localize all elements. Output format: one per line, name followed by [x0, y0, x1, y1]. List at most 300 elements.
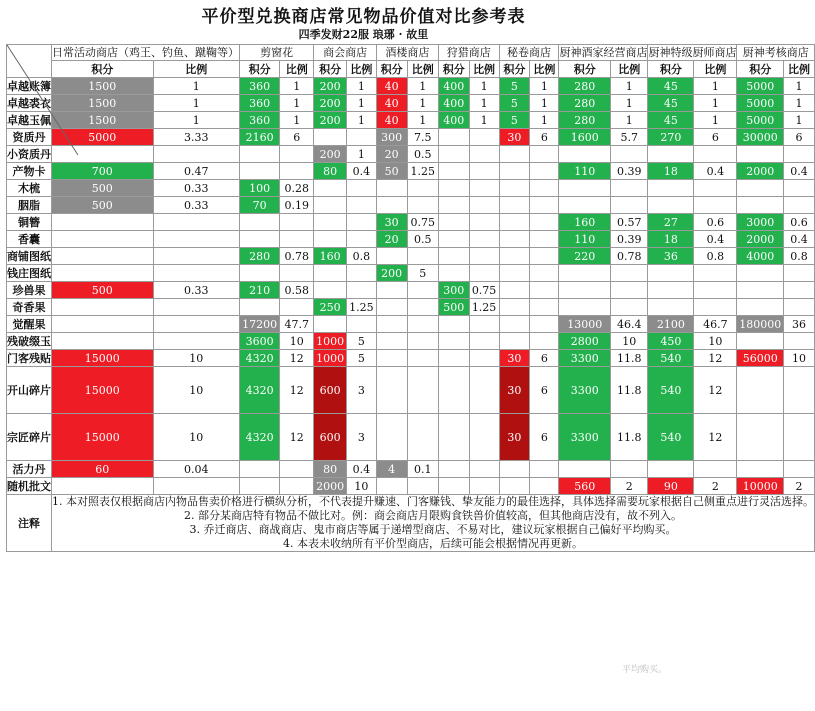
item-name: 木梳	[7, 180, 52, 197]
points-header: 积分	[559, 61, 611, 78]
ratio-cell: 0.57	[611, 214, 648, 231]
column-header-row	[7, 61, 815, 78]
points-cell: 10000	[737, 478, 784, 495]
points-cell	[737, 197, 784, 214]
ratio-cell	[153, 478, 239, 495]
shop-header: 日常活动商店（鸡王、钓鱼、蹴鞠等）	[52, 46, 239, 59]
ratio-cell: 0.6	[694, 214, 737, 231]
corner-cell	[7, 45, 52, 78]
points-cell: 2100	[648, 316, 694, 333]
ratio-cell: 5	[346, 350, 376, 367]
points-cell: 1000	[314, 333, 346, 350]
points-cell	[240, 478, 280, 495]
ratio-cell	[407, 478, 438, 495]
ratio-cell	[469, 163, 499, 180]
points-cell: 270	[648, 129, 694, 146]
ratio-cell	[469, 180, 499, 197]
points-cell	[314, 231, 346, 248]
points-cell: 15000	[52, 367, 154, 414]
points-cell	[559, 299, 611, 316]
ratio-cell	[153, 231, 239, 248]
ratio-cell: 1	[346, 112, 376, 129]
ratio-cell: 1	[407, 78, 438, 95]
points-cell	[737, 180, 784, 197]
table-row	[7, 95, 815, 112]
ratio-cell	[694, 180, 737, 197]
points-header: 积分	[52, 61, 154, 78]
ratio-cell	[407, 197, 438, 214]
item-name: 奇香果	[7, 299, 52, 316]
ratio-cell: 11.8	[611, 350, 648, 367]
ratio-cell: 0.33	[153, 282, 239, 299]
ratio-cell	[153, 248, 239, 265]
ratio-cell	[694, 197, 737, 214]
ratio-cell: 1	[407, 112, 438, 129]
points-cell: 400	[438, 95, 469, 112]
points-cell	[438, 163, 469, 180]
ratio-cell: 46.4	[611, 316, 648, 333]
points-cell: 15000	[52, 414, 154, 461]
points-cell	[648, 282, 694, 299]
points-cell	[438, 414, 469, 461]
points-cell	[648, 461, 694, 478]
points-cell	[376, 367, 407, 414]
ratio-header: 比例	[694, 61, 737, 78]
ratio-cell: 0.33	[153, 180, 239, 197]
ratio-cell	[530, 180, 559, 197]
item-name: 小资质丹	[7, 146, 52, 163]
ratio-cell: 1	[784, 95, 815, 112]
points-header: 积分	[438, 61, 469, 78]
points-cell: 4320	[240, 367, 280, 414]
ratio-cell: 6	[784, 129, 815, 146]
ratio-cell: 12	[280, 414, 314, 461]
table-row	[7, 129, 815, 146]
ratio-cell: 1	[153, 95, 239, 112]
points-cell	[376, 197, 407, 214]
shop-header: 秘卷商店	[499, 45, 559, 61]
item-name: 宗匠碎片	[7, 414, 52, 461]
ratio-cell: 5.7	[611, 129, 648, 146]
points-cell: 160	[559, 214, 611, 231]
ratio-cell	[407, 299, 438, 316]
ratio-cell	[346, 316, 376, 333]
points-cell: 3300	[559, 414, 611, 461]
points-cell	[52, 478, 154, 495]
ratio-cell: 6	[530, 414, 559, 461]
shop-header: 酒楼商店	[376, 45, 438, 61]
points-cell: 2000	[737, 163, 784, 180]
points-cell	[438, 265, 469, 282]
ratio-cell	[280, 146, 314, 163]
ratio-cell: 0.04	[153, 461, 239, 478]
points-cell: 27	[648, 214, 694, 231]
points-cell	[499, 248, 530, 265]
points-cell: 110	[559, 163, 611, 180]
points-cell	[559, 282, 611, 299]
points-cell: 450	[648, 333, 694, 350]
ratio-cell: 1.25	[469, 299, 499, 316]
points-cell	[52, 214, 154, 231]
ratio-cell: 0.58	[280, 282, 314, 299]
points-cell	[438, 367, 469, 414]
points-cell	[737, 265, 784, 282]
ratio-cell	[280, 265, 314, 282]
ratio-cell: 11.8	[611, 414, 648, 461]
points-cell: 5000	[737, 78, 784, 95]
ratio-cell	[530, 146, 559, 163]
points-cell: 540	[648, 350, 694, 367]
points-cell: 5	[499, 95, 530, 112]
points-cell	[499, 316, 530, 333]
points-cell	[438, 231, 469, 248]
points-cell	[737, 367, 784, 414]
points-cell: 540	[648, 414, 694, 461]
item-name: 卓越玉佩	[7, 112, 52, 129]
ratio-cell: 10	[153, 414, 239, 461]
points-cell	[52, 248, 154, 265]
points-cell	[499, 265, 530, 282]
ratio-cell	[784, 197, 815, 214]
ratio-cell: 0.8	[346, 248, 376, 265]
ratio-cell	[784, 146, 815, 163]
points-cell	[52, 333, 154, 350]
page-subtitle: 四季发财22服 琅琊 · 故里	[298, 28, 429, 41]
ratio-cell: 0.4	[784, 231, 815, 248]
notes-label: 注释	[7, 495, 52, 552]
shop-header: 厨神特级厨师商店	[648, 46, 737, 59]
points-cell: 160	[314, 248, 346, 265]
ratio-cell	[469, 367, 499, 414]
points-cell	[376, 180, 407, 197]
shop-header-row	[7, 45, 815, 61]
points-cell: 500	[438, 299, 469, 316]
points-cell: 280	[559, 95, 611, 112]
points-cell: 280	[240, 248, 280, 265]
ratio-cell	[346, 180, 376, 197]
ratio-cell: 0.33	[153, 197, 239, 214]
points-cell: 5000	[737, 112, 784, 129]
points-cell	[499, 333, 530, 350]
notes-row	[7, 495, 815, 552]
ratio-cell: 6	[530, 367, 559, 414]
points-cell: 1600	[559, 129, 611, 146]
ratio-cell	[346, 265, 376, 282]
table-row	[7, 265, 815, 282]
ratio-cell	[611, 461, 648, 478]
points-cell: 2160	[240, 129, 280, 146]
points-cell: 400	[438, 112, 469, 129]
ratio-cell: 0.8	[694, 248, 737, 265]
ratio-cell: 10	[611, 333, 648, 350]
ratio-cell: 1	[694, 112, 737, 129]
ratio-cell	[784, 367, 815, 414]
points-cell: 30000	[737, 129, 784, 146]
shop-header: 厨神酒家经营商店	[559, 46, 648, 59]
points-header: 积分	[376, 61, 407, 78]
points-cell	[499, 197, 530, 214]
item-name: 香囊	[7, 231, 52, 248]
table-row	[7, 333, 815, 350]
points-cell: 3000	[737, 214, 784, 231]
notes-text	[52, 495, 815, 552]
table-row	[7, 180, 815, 197]
item-name: 开山碎片	[7, 367, 52, 414]
points-header: 积分	[240, 61, 280, 78]
ratio-cell	[469, 197, 499, 214]
points-cell: 200	[314, 146, 346, 163]
ratio-cell: 0.75	[469, 282, 499, 299]
ratio-cell	[469, 478, 499, 495]
points-cell	[648, 146, 694, 163]
table-row	[7, 461, 815, 478]
ratio-header: 比例	[407, 61, 438, 78]
points-cell: 3300	[559, 367, 611, 414]
table-row	[7, 163, 815, 180]
points-cell	[52, 316, 154, 333]
ratio-cell: 1	[530, 78, 559, 95]
points-cell	[52, 265, 154, 282]
points-cell	[240, 214, 280, 231]
ratio-cell: 0.39	[611, 231, 648, 248]
ratio-cell	[153, 265, 239, 282]
points-cell	[376, 248, 407, 265]
points-cell	[438, 248, 469, 265]
points-cell: 80	[314, 163, 346, 180]
page-title: 平价型兑换商店常见物品价值对比参考表	[201, 7, 526, 27]
item-name: 觉醒果	[7, 316, 52, 333]
ratio-cell	[530, 461, 559, 478]
points-cell: 20	[376, 146, 407, 163]
points-cell: 500	[52, 282, 154, 299]
points-cell: 90	[648, 478, 694, 495]
item-name: 随机批文	[7, 478, 52, 495]
ratio-cell	[153, 214, 239, 231]
note-line: 3. 乔迁商店、商战商店、鬼市商店等属于递增型商店、不易对比，建议玩家根据自己偏好平均购买。	[189, 523, 677, 536]
points-cell: 360	[240, 95, 280, 112]
points-cell	[737, 414, 784, 461]
points-cell: 18	[648, 231, 694, 248]
points-cell	[438, 316, 469, 333]
ratio-cell	[611, 180, 648, 197]
ratio-cell	[694, 146, 737, 163]
table-row	[7, 478, 815, 495]
ratio-cell: 12	[694, 367, 737, 414]
points-cell: 15000	[52, 350, 154, 367]
points-cell: 2000	[314, 478, 346, 495]
points-cell	[648, 265, 694, 282]
points-cell: 13000	[559, 316, 611, 333]
ratio-cell: 46.7	[694, 316, 737, 333]
ratio-cell	[530, 197, 559, 214]
ratio-cell: 1	[346, 146, 376, 163]
table-row	[7, 299, 815, 316]
ratio-cell	[530, 265, 559, 282]
ratio-cell: 10	[153, 350, 239, 367]
points-cell: 200	[314, 95, 346, 112]
ratio-cell	[153, 299, 239, 316]
points-cell: 2000	[737, 231, 784, 248]
points-cell	[737, 461, 784, 478]
points-cell	[499, 146, 530, 163]
points-cell: 70	[240, 197, 280, 214]
points-cell	[737, 299, 784, 316]
ratio-cell	[530, 316, 559, 333]
ratio-cell: 1	[784, 112, 815, 129]
points-cell	[438, 333, 469, 350]
shop-header: 狩猎商店	[438, 45, 499, 61]
ratio-cell: 1	[153, 78, 239, 95]
points-header: 积分	[648, 61, 694, 78]
ratio-cell: 3.33	[153, 129, 239, 146]
points-cell: 2800	[559, 333, 611, 350]
ratio-header: 比例	[611, 61, 648, 78]
ratio-cell	[280, 299, 314, 316]
points-cell: 700	[52, 163, 154, 180]
table-row	[7, 367, 815, 414]
points-cell: 45	[648, 95, 694, 112]
ratio-cell	[694, 299, 737, 316]
ratio-cell	[611, 282, 648, 299]
item-name: 卓越账簿	[7, 78, 52, 95]
ratio-cell	[694, 461, 737, 478]
ratio-cell	[346, 129, 376, 146]
points-cell: 560	[559, 478, 611, 495]
table-row	[7, 231, 815, 248]
points-cell	[240, 231, 280, 248]
points-header: 积分	[499, 61, 530, 78]
item-name: 活力丹	[7, 461, 52, 478]
shop-header: 商会商店	[314, 45, 376, 61]
table-row	[7, 146, 815, 163]
points-cell: 600	[314, 414, 346, 461]
points-cell: 40	[376, 112, 407, 129]
points-cell	[314, 214, 346, 231]
ratio-cell: 0.19	[280, 197, 314, 214]
ratio-cell	[407, 180, 438, 197]
points-cell	[240, 146, 280, 163]
points-cell: 280	[559, 78, 611, 95]
shop-header: 厨神考核商店	[737, 45, 815, 61]
ratio-cell	[280, 478, 314, 495]
ratio-cell	[407, 367, 438, 414]
note-line: 2. 部分某商店特有物品不做比对。例：商会商店月限购食铁兽价值较高，但其他商店没有，故不列入。	[184, 509, 682, 522]
points-cell: 30	[499, 350, 530, 367]
ratio-cell: 12	[694, 350, 737, 367]
points-header: 积分	[314, 61, 346, 78]
points-cell	[559, 265, 611, 282]
ratio-cell	[469, 146, 499, 163]
ratio-cell: 12	[694, 414, 737, 461]
ratio-cell: 0.39	[611, 163, 648, 180]
ratio-cell	[469, 461, 499, 478]
points-cell: 18	[648, 163, 694, 180]
ratio-cell: 2	[694, 478, 737, 495]
item-name: 产物卡	[7, 163, 52, 180]
points-cell	[438, 180, 469, 197]
ratio-cell: 0.6	[784, 214, 815, 231]
points-cell	[559, 180, 611, 197]
ratio-cell: 0.4	[346, 461, 376, 478]
points-cell: 5	[499, 78, 530, 95]
ratio-cell: 12	[280, 367, 314, 414]
ratio-cell	[469, 248, 499, 265]
ratio-cell	[469, 333, 499, 350]
points-cell	[376, 478, 407, 495]
ratio-cell: 0.5	[407, 231, 438, 248]
ratio-cell: 6	[280, 129, 314, 146]
item-name: 铜簪	[7, 214, 52, 231]
ratio-cell: 36	[784, 316, 815, 333]
points-cell: 5000	[52, 129, 154, 146]
ratio-cell	[694, 265, 737, 282]
points-cell	[314, 265, 346, 282]
points-cell	[499, 478, 530, 495]
points-cell	[314, 316, 346, 333]
ratio-cell	[346, 197, 376, 214]
points-cell: 4	[376, 461, 407, 478]
ratio-cell: 1	[784, 78, 815, 95]
points-cell	[499, 180, 530, 197]
table-row	[7, 350, 815, 367]
ratio-cell: 3	[346, 414, 376, 461]
ratio-cell: 10	[346, 478, 376, 495]
item-name: 残破缀玉	[7, 333, 52, 350]
points-header: 积分	[737, 61, 784, 78]
ratio-cell: 1	[469, 112, 499, 129]
ratio-cell	[280, 214, 314, 231]
ratio-cell	[280, 461, 314, 478]
ratio-cell: 1	[280, 95, 314, 112]
points-cell: 60	[52, 461, 154, 478]
ratio-cell	[530, 248, 559, 265]
points-cell	[559, 146, 611, 163]
ratio-cell	[611, 299, 648, 316]
item-name: 卓越裘衣	[7, 95, 52, 112]
ratio-cell	[407, 316, 438, 333]
points-cell: 40	[376, 95, 407, 112]
points-cell	[52, 299, 154, 316]
ratio-cell	[346, 231, 376, 248]
ratio-cell	[346, 214, 376, 231]
points-cell: 5000	[737, 95, 784, 112]
ratio-cell: 1	[694, 78, 737, 95]
points-cell: 110	[559, 231, 611, 248]
item-name: 胭脂	[7, 197, 52, 214]
ratio-cell	[407, 282, 438, 299]
ratio-cell: 7.5	[407, 129, 438, 146]
points-cell	[438, 197, 469, 214]
ratio-cell	[469, 316, 499, 333]
points-cell	[438, 129, 469, 146]
table-row	[7, 282, 815, 299]
points-cell	[559, 461, 611, 478]
comparison-table	[6, 44, 815, 552]
points-cell: 220	[559, 248, 611, 265]
points-cell	[438, 478, 469, 495]
ratio-cell	[784, 299, 815, 316]
points-cell: 4320	[240, 414, 280, 461]
ratio-cell	[469, 265, 499, 282]
ratio-header: 比例	[784, 61, 815, 78]
ratio-cell: 0.78	[280, 248, 314, 265]
ratio-cell: 1	[280, 78, 314, 95]
points-cell: 36	[648, 248, 694, 265]
diagonal-divider	[7, 45, 78, 155]
points-cell	[376, 282, 407, 299]
points-cell	[240, 265, 280, 282]
table-row	[7, 414, 815, 461]
